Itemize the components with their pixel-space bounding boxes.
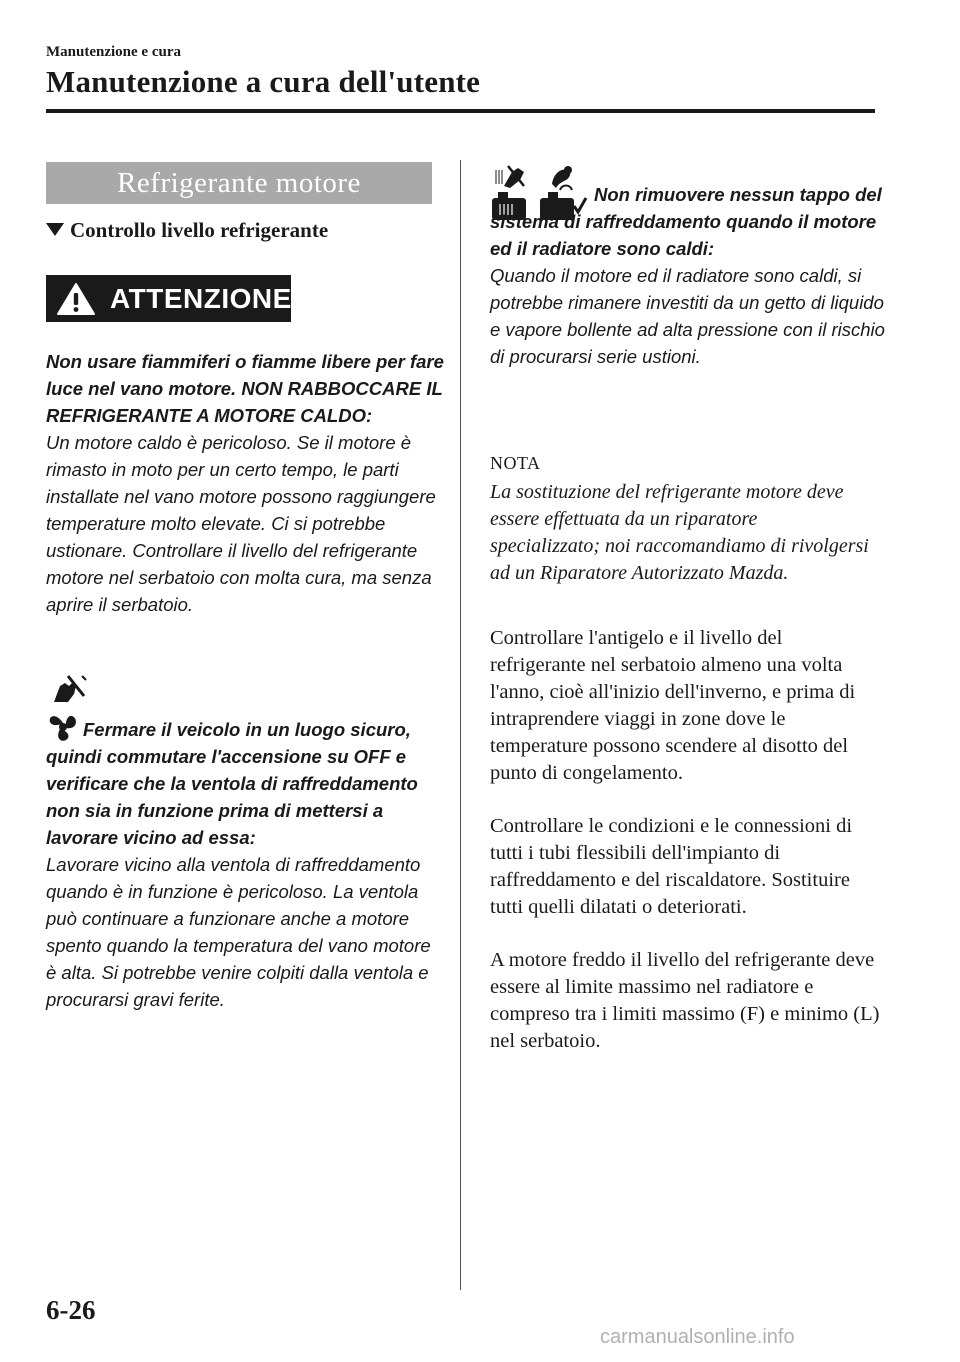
warning-heading: Fermare il veicolo in un luogo sicuro, quindi commutare l'accensione su OFF e verificare che la ventola di raffreddamento non sia in funzione prima di mettersi a lavorare vicino ad essa: bbox=[46, 719, 418, 848]
warning-body: Quando il motore ed il radiatore sono caldi, si potrebbe rimanere investiti da un getto di liquido e vapore bollente ad alta pressione con il rischio di procurarsi serie ustioni. bbox=[490, 265, 885, 367]
warning-heading: Non usare fiammiferi o fiamme libere per fare luce nel vano motore. NON RABBOCCARE IL REFRIGERANTE A MOTORE CALDO: bbox=[46, 351, 444, 426]
no-hand-icon bbox=[46, 672, 90, 708]
note-label: NOTA bbox=[490, 453, 541, 473]
section-title: Refrigerante motore bbox=[46, 162, 432, 204]
page-number: 6-26 bbox=[46, 1295, 96, 1325]
triangle-bullet-icon bbox=[46, 223, 64, 236]
warning-heading: Non rimuovere nessun tappo del sistema di raffreddamento quando il motore ed il radiatore sono caldi: bbox=[490, 184, 882, 259]
body-paragraph: A motore freddo il livello del refrigerante deve essere al limite massimo nel radiatore e compreso tra i limiti massimo (F) e minimo (L) nel serbatoio. bbox=[490, 949, 880, 1052]
column-divider bbox=[460, 160, 461, 1290]
warning-item bbox=[46, 712, 446, 1013]
warning-body: Un motore caldo è pericoloso. Se il motore è rimasto in moto per un certo tempo, le parti installate nel vano motore possono raggiungere temperature molto elevate. Ci si potrebbe ustionare. Controllare il livello del refrigerante motore nel serbatoio con molta cura, ma senza aprire il serbatoio. bbox=[46, 432, 436, 615]
breadcrumb: Manutenzione e cura bbox=[46, 44, 181, 60]
warning-body: Lavorare vicino alla ventola di raffreddamento quando è in funzione è pericoloso. La ventola può continuare a funzionare anche a motore spento quando la temperatura del vano motore è alta. Si potrebbe venire colpiti dalla ventola e procurarsi gravi ferite. bbox=[46, 854, 431, 1010]
warning-item bbox=[490, 184, 890, 370]
warning-triangle-icon bbox=[56, 282, 96, 316]
warning-icons bbox=[46, 672, 90, 713]
page-title: Manutenzione a cura dell'utente bbox=[46, 64, 481, 99]
title-divider bbox=[46, 109, 875, 113]
subsection-heading-text: Controllo livello refrigerante bbox=[70, 218, 329, 242]
body-paragraph: Controllare l'antigelo e il livello del refrigerante nel serbatoio almeno una volta l'anno, cioè all'inizio dell'inverno, e prima di intraprendere viaggi in zone dove le temperature possono scendere al disotto del punto di congelamento. bbox=[490, 627, 856, 784]
fan-icon bbox=[46, 712, 80, 742]
warning-item bbox=[46, 348, 446, 618]
body-paragraph: Controllare le condizioni e le connessioni di tutti i tubi flessibili dell'impianto di raffreddamento e del riscaldatore. Sostituire tutti quelli dilatati o deteriorati. bbox=[490, 815, 853, 918]
warning-label: ATTENZIONE bbox=[110, 283, 292, 314]
warning-badge bbox=[46, 275, 291, 322]
subsection-heading bbox=[46, 218, 328, 243]
note-body: La sostituzione del refrigerante motore deve essere effettuata da un riparatore specializzato; noi raccomandiamo di rivolgersi ad un Riparatore Autorizzato Mazda. bbox=[490, 481, 869, 584]
watermark: carmanualsonline.info bbox=[600, 1326, 795, 1348]
